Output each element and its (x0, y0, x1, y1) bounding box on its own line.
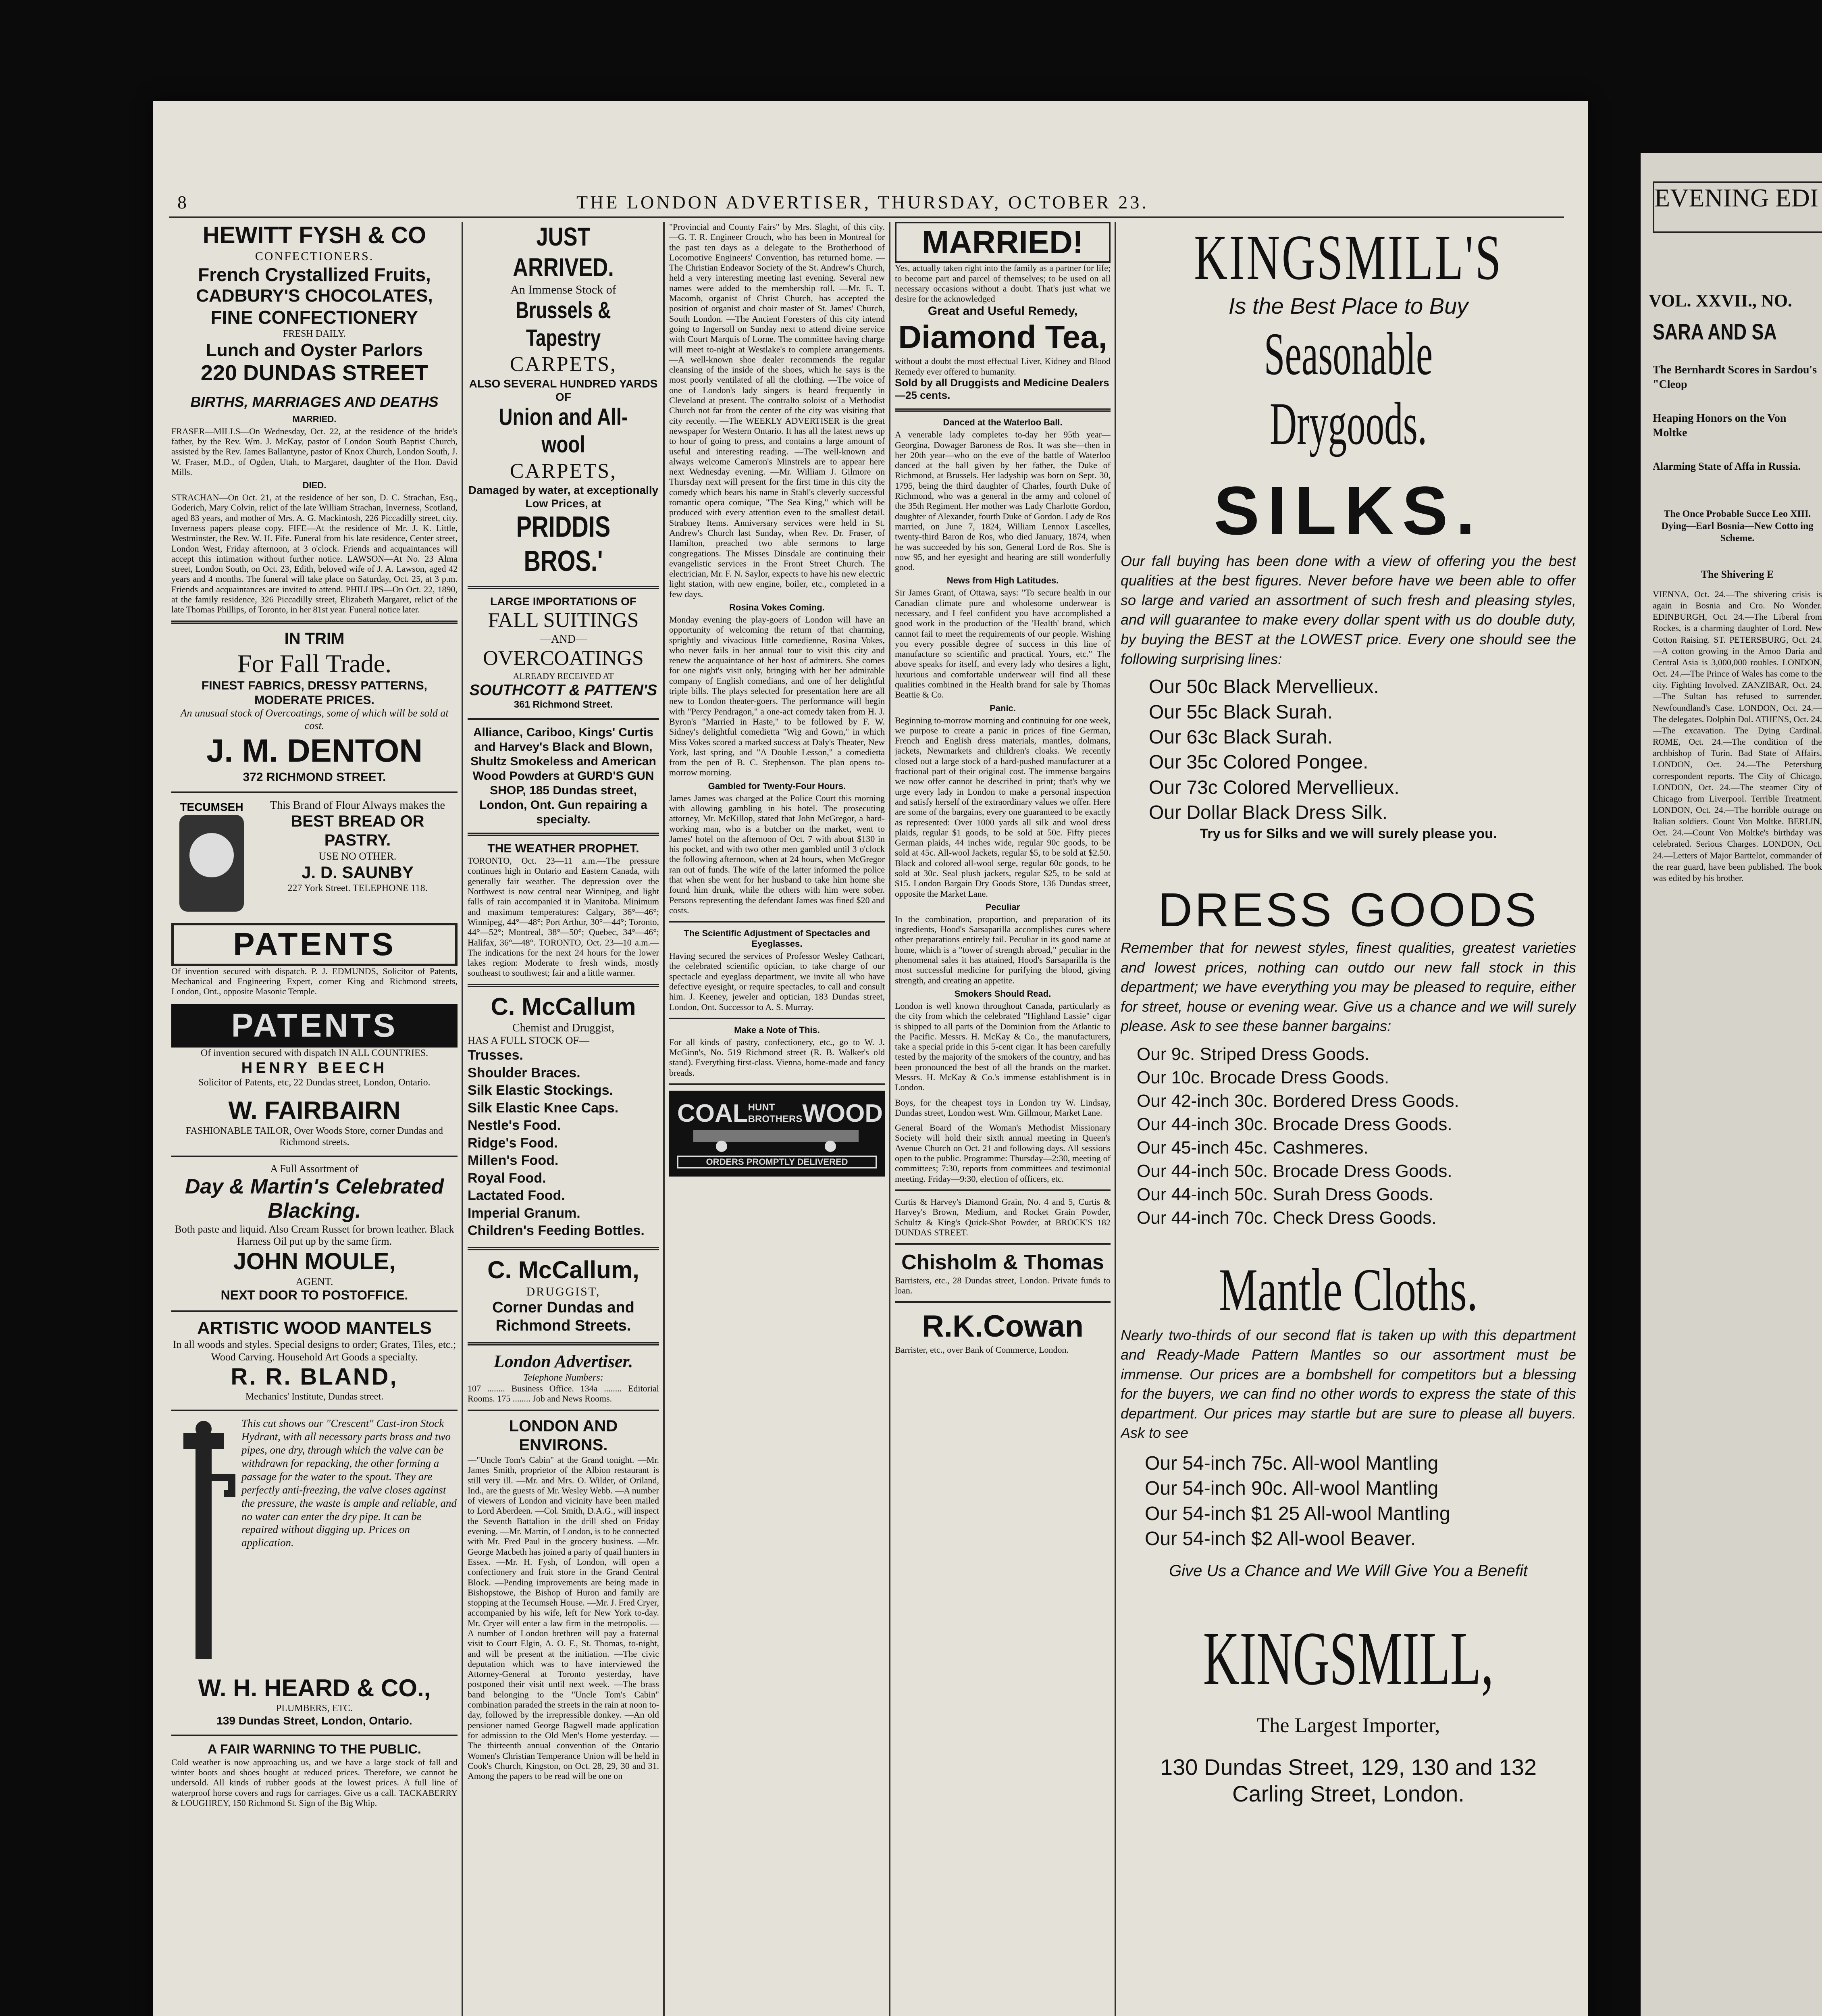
immense-line: An Immense Stock of (510, 283, 616, 297)
mantle-item: Our 54-inch 90c. All-wool Mantling (1145, 1478, 1439, 1500)
product-item: Trusses. (468, 1048, 523, 1063)
druggist-line: DRUGGIST, (526, 1285, 601, 1298)
hewitt-line: FINE CONFECTIONERY (210, 307, 418, 328)
high-latitudes-text: Sir James Grant, of Ottawa, says: "To secure health in our Canadian climate pure and wholesome underwear is necessary, and I feel confident you have accomplished a good work in the production of the 'Health' brand, which cannot fail to meet the requirements of our people. Wishing you every possible degree of success in this line of manufacture so scientific and practical. Yours, etc." The above speaks for itself, and every lady who desires a light, luxurious and comfortable underwear will find all these qualities combined in the Health brand for sale by Thomas Beattie & Co. (895, 587, 1111, 700)
mantle-item: Our 54-inch $1 25 All-wool Mantling (1145, 1503, 1450, 1524)
dress-items-list (1137, 1043, 1576, 1230)
hewitt-line: FRESH DAILY. (283, 329, 346, 339)
died-notice: STRACHAN—On Oct. 21, at the residence of her son, D. C. Strachan, Esq., Goderich, Mary Colvin, relict of the late William Strachan, Inverness, Scotland, aged 83 years, and mother of Mrs. A. G. Mackintosh, 226 Piccadilly street, city. Inverness papers please copy. FIFE—At the residence of Mr. J. K. Little, Westminster, the Rev. W. H. Fife. Funeral from his late residence, Center street, London West, Friday afternoon, at 3 o'clock. Friends and acquaintances will accept this intimation without further notice. LAWSON—At No. 23 Alma street, London South, on Oct. 23, Edith, beloved wife of J. A. Lawson, aged 42 years and 4 months. The funeral will take place on Saturday, Oct. 25, at 3 p.m. Friends and acquaintances are invited to attend. PHILLIPS—On Oct. 22, 1890, at the family residence, 326 Piccadilly street, Elizabeth Margaret, relict of the late Thomas Phillips, of Toronto, in her 81st year. Funeral notice later. (171, 492, 458, 615)
fairbairn-ad (171, 1096, 458, 1148)
moule-name: JOHN MOULE, (233, 1248, 396, 1275)
page-folio (169, 192, 1564, 218)
kingsmill-address-2: Carling Street, London. (1232, 1781, 1464, 1807)
died-heading: DIED. (302, 480, 327, 491)
kingsmill-best: Is the Best Place to Buy (1228, 293, 1468, 319)
dress-item: Our 44-inch 30c. Brocade Dress Goods. (1137, 1114, 1452, 1135)
product-item: Millen's Food. (468, 1153, 559, 1168)
cowan-name: R.K.Cowan (921, 1309, 1084, 1344)
diamond-tea-text: without a doubt the most effectual Liver, Kidney and Blood Remedy ever offered to humanity. (895, 356, 1111, 377)
diamond-tea-name: Diamond Tea, (898, 319, 1107, 355)
mccallum-druggist-ad (468, 1256, 659, 1335)
blacking-text: Both paste and liquid. Also Cream Russet for brown leather. Black Harness Oil put up by the same firm. (175, 1223, 454, 1248)
flour-use: USE NO OTHER. (318, 850, 397, 862)
tecumseh-flour-icon (171, 799, 252, 916)
southcott-ad (468, 595, 659, 711)
flour-bold: BEST BREAD OR PASTRY. (291, 812, 424, 850)
silk-item: Our 35c Colored Pongee. (1149, 752, 1369, 773)
married-ad-title: MARRIED! (895, 222, 1111, 263)
mantle-item: Our 54-inch 75c. All-wool Mantling (1145, 1453, 1439, 1475)
silk-item: Our 73c Colored Mervellieux. (1149, 777, 1400, 798)
smokers-text: London is well known throughout Canada, particularly as the city from which the celebrated "Highland Lassie" cigar is shipped to all parts of the Dominion from the Atlantic to the Pacific. Messrs. H. McKay & Co., the manufacturers, take a special pride in this 5-cent cigar. It has been carefully tested by the majority of the smokers of the country, and has been pronounced the best of all the brands on the market. Messrs. H. McKay & Co.'s immense establishment is in London. (895, 1000, 1111, 1093)
beech-text: Solicitor of Patents, etc, 22 Dundas street, London, Ontario. (198, 1077, 431, 1088)
heard-address: 139 Dundas Street, London, Ontario. (216, 1714, 412, 1727)
silk-items-list (1149, 675, 1576, 825)
column-2 (468, 222, 659, 1781)
hewitt-line: Lunch and Oyster Parlors (206, 340, 423, 360)
bland-name: R. R. BLAND, (231, 1364, 398, 1390)
silks-text: Our fall buying has been done with a view of offering you the best qualities at the best figures. Never before have we been able to offer so large and varied an assortment of such fresh and pleasing styles, and will guarantee to make every dollar spent with us do double duty, by buying the BEST at the LOWEST price. Every one should see the following surprising lines: (1121, 552, 1576, 667)
coal-label: COAL (677, 1100, 748, 1128)
large-line: LARGE IMPORTATIONS OF (490, 595, 636, 608)
telephone-heading: Telephone Numbers: (523, 1372, 603, 1383)
trim-line: IN TRIM (284, 629, 345, 648)
fall-line: FALL SUITINGS (488, 608, 639, 632)
dress-item: Our 9c. Striped Dress Goods. (1137, 1044, 1370, 1064)
also-line: ALSO SEVERAL HUNDRED YARDS OF (469, 377, 658, 403)
coal-wood-ad (669, 1091, 885, 1177)
overcoat-line: An unusual stock of Overcoatings, some of which will be sold at cost. (180, 707, 449, 731)
damaged-line: Damaged by water, at exceptionally Low Prices, at (468, 483, 659, 510)
overcoatings-line: OVERCOATINGS (483, 647, 644, 670)
peculiar-text: In the combination, proportion, and preparation of its ingredients, Hood's Sarsaparilla accomplishes cures where other preparations entirely fail. Peculiar in its good name at home, which is a "tower of strength abroad," peculiar in the phenomenal sales it has attained, Hood's Sarsaparilla is the most successful medicine for purifying the blood, giving strength, and creating an appetite. (895, 914, 1111, 985)
gambled-heading: Gambled for Twenty-Four Hours. (708, 781, 846, 791)
column-1 (171, 222, 458, 1808)
druggists-line: Sold by all Druggists and Medicine Dealers—25 cents. (895, 376, 1109, 401)
denton-address: 372 RICHMOND STREET. (243, 770, 386, 784)
fairbairn-name: W. FAIRBAIRN (228, 1096, 401, 1125)
adjacent-page (1641, 153, 1822, 2016)
adjacent-body: VIENNA, Oct. 24.—The shivering crisis is again in Bosnia and Cro. No Wonder. EDINBURGH, Oct. 24.—The Liberal from Rockes, is a charming daughter of Lord. New Cotton Raising. ST. PETERSBURG, Oct. 24.—A cotton growing in the Amoo Daria and Central Asia is 3,000,000 roubles. LONDON, Oct. 24.—The Prince of Wales has come to the city. Fighting Involved. ZANZIBAR, Oct. 24.—The Sultan has refused to surrender. Newfoundland's Case. LONDON, Oct. 24.—The delegates. Dolphin Dol. ATHENS, Oct. 24.—The excavation. The Dying Cardinal. ROME, Oct. 24.—The condition of the archbishop of Turin. Bad State of Affairs. LONDON, Oct. 24.—The Petersburg correspondent reports. The City of Chicago. LONDON, Oct. 24.—The steamer City of Chicago from Liverpool. Terrible Treatment. LONDON, Oct. 24.—The horrible outrage on Italian soldiers. Count Von Moltke. BERLIN, Oct. 24.—Count Von Moltke's birthday was celebrated. Serious Charges. LONDON, Oct. 24.—Letters of Major Barttelot, commander of the rear guard, have been published. The book was edited by his brother. (1653, 589, 1822, 883)
column-rule (462, 222, 463, 2016)
rosina-text: Monday evening the play-goers of London will have an opportunity of welcoming the return of that charming, sprightly and vivacious little comedienne, Rosina Vokes, who never fails in her annual tour to visit this city and renew the acquaintance of her host of admirers. She comes for one night's visit only, bringing with her her admirable company of English comedians, and one of her delightful triple bills. The plays selected for presentation here are all new to London theater-goers. The performance will begin with "Percy Pendragon," a one-act comedy taken from H. J. Byron's "Married in Haste," to be followed by F. W. Sidney's delightful comedietta "Wig and Gown," in which Miss Vokes scored a marked success at Daly's Theater, New York, last spring, and "A Double Lesson," a comedietta from the pen of B. C. Stephenson. The plan opens to-morrow morning. (669, 614, 885, 778)
cowan-text: Barrister, etc., over Bank of Commerce, London. (895, 1344, 1069, 1355)
high-latitudes-heading: News from High Latitudes. (946, 575, 1059, 586)
adjacent-probable: The Once Probable Succe Leo XIII. Dying—Earl Bosnia—New Cotto ing Scheme. (1661, 509, 1814, 544)
adjacent-sara: SARA AND SA (1653, 319, 1777, 344)
hydrant-text: This cut shows our "Crescent" Cast-iron Stock Hydrant, with all necessary parts brass and two pipes, one dry, through which the valve can be withdrawn for repacking, the other forming a passage for the water to the spout. They are perfectly anti-freezing, the valve closes against the pressure, the waste is ample and reliable, and no water can enter the dry pipe. It can be repaired without digging up. Prices on application. (241, 1417, 457, 1549)
hewitt-line: CADBURY'S CHOCOLATES, (196, 286, 433, 306)
column-rule (889, 222, 890, 2016)
scientific-heading: The Scientific Adjustment of Spectacles and Eyeglasses. (684, 928, 870, 949)
silk-item: Our 50c Black Mervellieux. (1149, 676, 1379, 698)
patents-text: Of invention secured with dispatch IN ALL COUNTRIES. (200, 1048, 428, 1059)
fairbairn-text: FASHIONABLE TAILOR, Over Woods Store, corner Dundas and Richmond streets. (185, 1125, 443, 1148)
hydrant-icon (171, 1417, 236, 1667)
dress-item: Our 45-inch 45c. Cashmeres. (1137, 1138, 1369, 1158)
coal-cart-icon (677, 1128, 875, 1152)
mccallum-ad (468, 993, 659, 1240)
flour-text: This Brand of Flour Always makes the (270, 799, 445, 812)
warning-text: Cold weather is now approaching us, and we have a large stock of fall and winter boots and shoes bought at reduced prices. Therefore, we cannot be undersold. All kinds of rubber goods at the lowest prices. A full line of waterproof horse covers and rugs for carriages. Give us a call. TACKABERRY & LOUGHREY, 150 Richmond St. Sign of the Big Whip. (171, 1757, 458, 1808)
adjacent-vol: VOL. XXVII., NO. (1649, 291, 1793, 310)
southcott-name: SOUTHCOTT & PATTEN'S (469, 681, 657, 699)
corner-line: Corner Dundas and Richmond Streets. (492, 1299, 634, 1334)
product-item: Imperial Granum. (468, 1205, 580, 1221)
mantle-item: Our 54-inch $2 All-wool Beaver. (1145, 1528, 1416, 1550)
saunby-flour-ad (171, 799, 458, 916)
priddis-name: PRIDDIS BROS.' (516, 511, 611, 577)
kingsmill-title: KINGSMILL'S (1194, 222, 1503, 293)
beech-name: HENRY BEECH (241, 1059, 388, 1077)
patents-title: PATENTS (171, 923, 458, 966)
union-line: Union and All-wool (499, 404, 628, 458)
hewitt-line: CONFECTIONERS. (255, 250, 374, 263)
silk-try-line: Try us for Silks and we will surely please you. (1200, 826, 1497, 841)
hewitt-address: 220 DUNDAS STREET (200, 361, 428, 385)
advertiser-masthead: London Advertiser. (493, 1351, 633, 1371)
mccallum-name: C. McCallum (491, 993, 636, 1020)
blacking-ad (171, 1163, 458, 1303)
just-arrived-title: JUST ARRIVED. (513, 222, 614, 282)
adjacent-heaping: Heaping Honors on the Von Moltke (1653, 412, 1787, 439)
carpets-line: CARPETS, (510, 459, 617, 483)
mccallum-sub: Chemist and Druggist, (512, 1021, 614, 1034)
dress-item: Our 44-inch 50c. Surah Dress Goods. (1137, 1185, 1434, 1205)
waterloo-heading: Danced at the Waterloo Ball. (943, 417, 1063, 428)
panic-heading: Panic. (990, 703, 1016, 713)
births-heading: BIRTHS, MARRIAGES AND DEATHS (190, 394, 439, 410)
column-4 (895, 222, 1111, 1355)
mantels-title: ARTISTIC WOOD MANTELS (197, 1318, 432, 1338)
newspaper-page (153, 101, 1588, 2016)
silk-item: Our 63c Black Surah. (1149, 727, 1333, 748)
heard-name: W. H. HEARD & CO., (198, 1674, 431, 1702)
kingsmill-address-1: 130 Dundas Street, 129, 130 and 132 (1160, 1754, 1537, 1780)
peculiar-heading: Peculiar (985, 902, 1020, 912)
smokers-heading: Smokers Should Read. (954, 988, 1051, 999)
telephone-lines: 107 ........ Business Office. 134a ........ Editorial Rooms. 175 ........ Job and News Rooms. (468, 1383, 659, 1404)
brussels-line: Brussels & Tapestry (516, 297, 611, 351)
chisholm-name: Chisholm & Thomas (901, 1251, 1104, 1275)
note-text: For all kinds of pastry, confectionery, etc., go to W. J. McGinn's, No. 519 Richmond street (R. B. Walker's old stand). Everything first-class. Vienna, home-made and fancy breads. (669, 1037, 885, 1078)
adjacent-masthead: EVENING EDI (1653, 181, 1822, 233)
page-number: 8 (177, 192, 189, 212)
flour-brand-label: TECUMSEH (180, 801, 243, 814)
kingsmill-ad (1121, 222, 1576, 1807)
mantels-ad (171, 1318, 458, 1402)
moule-agent: AGENT. (295, 1275, 333, 1287)
product-item: Lactated Food. (468, 1188, 565, 1204)
mccallum-product-list (468, 1047, 659, 1240)
product-item: Shoulder Braces. (468, 1065, 580, 1081)
hewitt-fysh-ad (171, 222, 458, 386)
bland-address: Mechanics' Institute, Dundas street. (245, 1391, 384, 1402)
mantle-cloths-text: Nearly two-thirds of our second flat is taken up with this department and Ready-Made Pattern Mantles so our assortment must be immense. Our prices are a bombshell for competitors but a blessing for the buyers, we can find no other words to express the state of this department. Our prices may startle but are sure to please all buyers. Ask to see (1121, 1327, 1576, 1441)
wood-label: WOOD (802, 1100, 883, 1128)
product-item: Royal Food. (468, 1170, 546, 1186)
panic-text: Beginning to-morrow morning and continuing for one week, we purpose to create a panic in prices of fine German, French and English dress materials, mantles, dolmans, jackets, Newmarkets and children's cloaks. We recently closed out a large stock of a hard-pushed manufacturer at a fractional part of their original cost. The immense bargains we now offer cannot be described in print; that's why we urge every lady in London to make a personal inspection and satisfy herself of the extraordinary values we offer. Here are some of the bargains, every one guaranteed to be exactly as represented: Over 1000 yards all silk and wool dress plaids, regular $1 goods, to be sold at 50c. Fifty pieces German plaids, 44 inches wide, regular 90c goods, to be sold at 45c. All-wool Jackets, regular $5, to be sold at $2.50. Black and colored all-wool serge, regular 60c goods, to be sold at 30c. Seal plush jackets, regular $25, to be sold at $15. London Bargain Dry Goods Store, 136 Dundas street, opposite the Market Lane. (895, 715, 1111, 899)
mantels-text: In all woods and styles. Special designs to order; Grates, Tiles, etc.; Wood Carving. Household Art Goods a specialty. (173, 1338, 456, 1363)
married-notice: FRASER—MILLS—On Wednesday, Oct. 22, at the residence of the bride's father, by the Rev. Wm. J. McKay, pastor of London South Baptist Church, assisted by the Rev. James Ballantyne, pastor of Knox Church, London South, J. W. Fraser, M.D., of Ogden, Utah, to Margaret, daughter of the Hon. David Mills. (171, 426, 458, 477)
curtis-text: Curtis & Harvey's Diamond Grain, No. 4 and 5, Curtis & Harvey's Brown, Medium, and Rocket Grain Powder, Schultz & King's Quick-Shot Powder, at BROCK'S 182 DUNDAS STREET. (895, 1196, 1111, 1237)
chisholm-text: Barristers, etc., 28 Dundas street, London. Private funds to loan. (895, 1275, 1111, 1295)
patents-text: Of invention secured with dispatch. P. J. EDMUNDS, Solicitor of Patents, Mechanical and Engineering Expert, corner King and Richmond streets, London, Ont., opposite Masonic Temple. (171, 966, 458, 997)
hewitt-name: HEWITT FYSH & CO (202, 222, 426, 248)
product-item: Nestle's Food. (468, 1118, 561, 1133)
already-line: ALREADY RECEIVED AT (513, 671, 614, 681)
priddis-ad (468, 222, 659, 579)
denton-name: J. M. DENTON (206, 733, 423, 769)
local-news-text: "Provincial and County Fairs" by Mrs. Slaght, of this city. —G. T. R. Engineer Crouch, who has been in Montreal for the past ten days as a delegate to the Brotherhood of Locomotive Engineers' Convention, has returned home. —The Christian Endeavor Society of the St. Andrew's Church, held a very interesting meeting last evening. Several new names were added to the membership roll. —Mr. E. T. Macomb, organist of Christ Church, has accepted the position of organist and choir master of St. James' Church, South London. —The Ancient Foresters of this city intend going to Ingersoll on Sunday next to attend divine service with Court Marquis of Lorne. The committee having charge will meet to-night at Westlake's to complete arrangements. —A well-known shoe dealer recommends the regular cleansing of the inside of the shoes, which he says is the most poorly ventilated of all the clothing. —The voice of one of London's lady singers is heard frequently in Cleveland at present. The contralto soloist of a Methodist Church not far from the center of the city was visiting that city recently. —The WEEKLY ADVERTISER is the great newspaper for Western Ontario. It has all the latest news up to hour of going to press, and contains a large amount of useful and interesting reading. —The well-known and always welcome Cameron's Minstrels are to appear here next Wednesday evening. —Mr. William J. Gilmore on Thursday next will present for the first time in this city the comedy which bears his name in Stahl's cleverly successful romantic opera comique, "The Sea King," which will be produced with every attention even to the smallest detail. Strabney Items. Anniversary services were held in St. Andrew's Church last Sunday, when Rev. Dr. Fraser, of Hamilton, preached two able sermons to large congregations. The Misses Dinsdale are continuing their evangelistic services in the Front Street Church. The electrician, Mr. F. N. Saylor, expects to have his new electric light station, with new engine, boiler, etc., completed in a few days. (669, 222, 885, 599)
patents-ad-1 (171, 923, 458, 996)
newspaper-running-head: THE LONDON ADVERTISER, THURSDAY, OCTOBER 23. (576, 192, 1149, 212)
patents-title: PATENTS (171, 1004, 458, 1048)
blacking-intro: A Full Assortment of (270, 1162, 359, 1175)
patents-ad-2 (171, 1004, 458, 1089)
hunt-label: HUNT BROTHERS (748, 1102, 803, 1125)
mantle-items-list (1145, 1451, 1576, 1552)
blacking-title: Day & Martin's Celebrated Blacking. (185, 1175, 444, 1223)
moule-address: NEXT DOOR TO POSTOFFICE. (220, 1288, 408, 1303)
methodist-text: General Board of the Woman's Methodist Missionary Society will hold their sixth annual meeting in Queen's Avenue Church on Oct. 21 and following days. All sessions open to the public. Programme: Thursday—2:30, meeting of committees; 7:30, reports from committees and testimonial meeting. Friday—9:30, election of officers, etc. (895, 1123, 1111, 1184)
remedy-line: Great and Useful Remedy, (928, 304, 1078, 318)
weather-prophet-text: TORONTO, Oct. 23—11 a.m.—The pressure continues high in Ontario and Eastern Canada, with generally fair weather. The depression over the Northwest is now central near Winnipeg, and light falls of rain accompanied it in Manitoba. Minimum and maximum temperatures: Calgary, 36°—46°; Winnipeg, 44°—48°; Port Arthur, 30°—44°; Toronto, 44°—52°; Montreal, 38°—50°; Quebec, 34°—46°; Halifax, 36°—48°. TORONTO, Oct. 23—10 a.m.—The indications for the next 24 hours for the lower lakes region: Moderate to fresh winds, mostly southeast to southwest; fair and a little warmer. (468, 856, 659, 978)
silk-item: Our 55c Black Surah. (1149, 701, 1333, 723)
hewitt-line: French Crystallized Fruits, (198, 264, 431, 285)
heard-sub: PLUMBERS, ETC. (276, 1703, 353, 1714)
product-item: Silk Elastic Knee Caps. (468, 1100, 619, 1116)
full-stock-line: HAS A FULL STOCK OF— (468, 1034, 589, 1046)
and-line: —AND— (540, 633, 587, 646)
kingsmill-seasonable: Seasonable Drygoods. (1264, 321, 1433, 457)
heard-ad (171, 1674, 458, 1727)
kingsmill-signature: KINGSMILL, (1203, 1616, 1494, 1701)
note-heading: Make a Note of This. (734, 1025, 820, 1035)
southcott-address: 361 Richmond Street. (514, 699, 613, 710)
denton-ad (171, 629, 458, 785)
rosina-heading: Rosina Vokes Coming. (729, 602, 825, 612)
saunby-name: J. D. SAUNBY (302, 863, 414, 882)
mantle-cloths-heading: Mantle Cloths. (1219, 1256, 1478, 1323)
column-3 (669, 222, 885, 1184)
hydrant-ad (171, 1417, 458, 1667)
environs-heading: LONDON AND ENVIRONS. (509, 1417, 618, 1454)
importer-line: The Largest Importer, (1256, 1714, 1440, 1737)
dress-item: Our 42-inch 30c. Bordered Dress Goods. (1137, 1091, 1459, 1111)
benefit-line: Give Us a Chance and We Will Give You a Benefit (1169, 1562, 1528, 1580)
diamond-tea-ad (895, 222, 1111, 401)
fabrics-line: FINEST FABRICS, DRESSY PATTERNS, MODERATE PRICES. (201, 679, 428, 707)
column-rule (1115, 222, 1116, 2016)
orders-label: ORDERS PROMPTLY DELIVERED (677, 1156, 877, 1168)
environs-text: —"Uncle Tom's Cabin" at the Grand tonight. —Mr. James Smith, proprietor of the Albion restaurant is still very ill. —Mr. and Mrs. O. Wilder, of Oriland, Ind., are the guests of Mr. Wesley Webb. —A number of viewers of London and vicinity have been mailed to Lord Aberdeen. —Col. Smith, D.A.G., will inspect the Seventh Battalion in the drill shed on Friday evening. —Mr. Martin, of London, is to be connected with Mr. Fred Paul in the grocery business. —Mr. George Macbeth has joined a party of quail hunters in Essex. —Mr. H. Fysh, of London, will open a confectionery and fruit store in the Grand Central Block. —Pending improvements are being made in Bishopstowe, the Bishop of Huron and family are stopping at the Tecumseh House. —Mr. J. Fred Cryer, accompanied by his wife, left for New York to-day. Mr. Cryer will enter a law firm in the metropolis. —A number of London brethren will pay a fraternal visit to Court Elgin, A. O. F., St. Thomas, to-night, and will be present at the initiation. —The civic deputation which was to have interviewed the Attorney-General at Toronto yesterday, have postponed their visit until next week. —The brass band belonging to the "Uncle Tom's Cabin" combination paraded the streets in the rain at noon to-day, followed by the irrepressible donkey. —An old pensioner named George Bagwell made application for admission to the Old Men's Home yesterday. —The thirteenth annual convention of the Ontario Women's Christian Temperance Union will be held in Cook's Church, Kingston, on Oct. 28, 29, 30 and 31. Among the papers to be read will be one on (468, 1454, 659, 1781)
adjacent-shivering: The Shivering E (1701, 569, 1774, 580)
product-item: Children's Feeding Bottles. (468, 1223, 645, 1239)
silk-item: Our Dollar Black Dress Silk. (1149, 802, 1388, 824)
weather-prophet-title: THE WEATHER PROPHET. (487, 841, 639, 855)
waterloo-text: A venerable lady completes to-day her 95th year—Georgina, Dowager Baroness de Ros. It was she—then in her 20th year—who on the eve of the battle of Waterloo danced at the ball given by her father, the Duke of Richmond, at Brussels. Her ladyship was born on Sept. 30, 1795, being the third daughter of Charles, fourth Duke of Richmond, who was a general in the army and colonel of the 35th Regiment. Her mother was Lady Charlotte Gordon, daughter of Alexander, fourth Duke of Gordon. Lady de Ros married, on June 7, 1824, William Lennox Lascelles, twenty-third Baron de Ros, who died January, 1874, when he was succeeded by his son, General Lord de Ros. She is now 95, and her eyesight and hearing are still wonderfully good. (895, 429, 1111, 573)
dress-item: Our 44-inch 70c. Check Dress Goods. (1137, 1208, 1437, 1228)
scientific-text: Having secured the services of Professor Wesley Cathcart, the celebrated scientific optician, to take charge of our spectacle and eyeglass department, we invite all who have defective eyesight, or require spectacles, to call and consult him. J. Keeney, jeweler and optician, 183 Dundas street, London, Ont. Successor to A. S. Murray. (669, 951, 885, 1012)
dress-item: Our 10c. Brocade Dress Goods. (1137, 1067, 1389, 1087)
married-ad-text: Yes, actually taken right into the family as a partner for life; to become part and parcel of themselves; to be used on all necessary occasions without a doubt. That's just what we desire for the acknowledged (895, 263, 1111, 304)
product-item: Ridge's Food. (468, 1135, 558, 1151)
silks-heading: SILKS. (1214, 473, 1483, 550)
column-rule (663, 222, 665, 2016)
mccallum-name: C. McCallum, (487, 1256, 639, 1283)
boys-text: Boys, for the cheapest toys in London try W. Lindsay, Dundas street, London west. Wm. Gillmour, Market Lane. (895, 1097, 1111, 1118)
warning-title: A FAIR WARNING TO THE PUBLIC. (208, 1742, 421, 1757)
carpets-line: CARPETS, (510, 353, 617, 376)
trim-line: For Fall Trade. (237, 649, 392, 678)
product-item: Silk Elastic Stockings. (468, 1083, 613, 1098)
dress-goods-text: Remember that for newest styles, finest qualities, greatest varieties and lowest prices, nothing can outdo our new fall stock in this department; we have everything you may be pleased to require, either for street, house or evening wear. Give us a chance and we will surely please. Ask to see these banner bargains: (1121, 939, 1576, 1035)
gun-shop-ad: Alliance, Cariboo, Kings' Curtis and Harvey's Black and Blown, Shultz Smokeless and American Wood Powders at GURD'S GUN SHOP, 185 Dundas street, London, Ont. Gun repairing a specialty. (470, 725, 656, 826)
dress-goods-heading: DRESS GOODS (1158, 883, 1539, 937)
dress-item: Our 44-inch 50c. Brocade Dress Goods. (1137, 1161, 1452, 1181)
gambled-text: James James was charged at the Police Court this morning with allowing gambling in his hotel. The prosecuting attorney, Mr. McKillop, stated that John McGregor, a hard-working man, who is a butcher on the market, went to James' hotel on the afternoon of Oct. 7 with about $130 in his pocket, and with two other men gambled until 3 o'clock the following afternoon, when at 24 hours, when McGregor ran out of funds. The wife of the latter informed the police that when she went for her husband to take him home she found him drunk, while the others with him were sober. Persons representing the defendant James was fined $20 and costs. (669, 793, 885, 915)
married-heading: MARRIED. (292, 414, 337, 424)
saunby-address: 227 York Street. TELEPHONE 118. (287, 883, 428, 893)
adjacent-bernhardt: The Bernhardt Scores in Sardou's "Cleop (1653, 364, 1817, 391)
adjacent-alarming: Alarming State of Affa in Russia. (1653, 460, 1801, 472)
